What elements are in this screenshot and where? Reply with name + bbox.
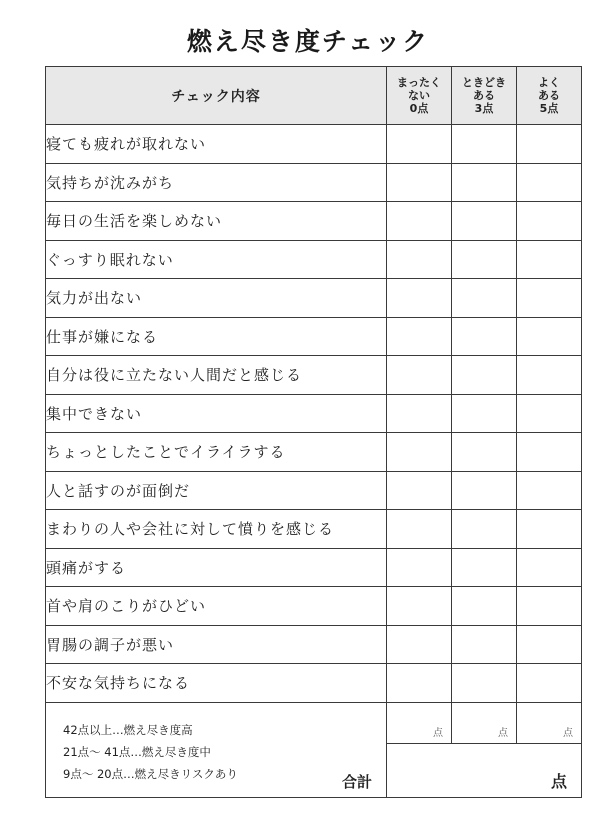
table-row	[46, 279, 582, 318]
legend-risk: 9点～ 20点…燃え尽きリスクあり	[63, 766, 238, 781]
answer-cell-often[interactable]	[517, 163, 582, 202]
check-item-label: 寝ても疲れが取れない	[46, 125, 387, 164]
check-item-label: 胃腸の調子が悪い	[46, 625, 387, 664]
legend-high: 42点以上…燃え尽き度高	[63, 722, 193, 737]
table-row	[46, 664, 582, 703]
answer-cell-sometimes[interactable]	[452, 664, 517, 703]
table-row	[46, 471, 582, 510]
answer-cell-often[interactable]	[517, 394, 582, 433]
table-row	[46, 163, 582, 202]
subtotal-row	[46, 702, 582, 743]
total-label: 合計	[341, 772, 372, 791]
check-item-label: 頭痛がする	[46, 548, 387, 587]
answer-cell-sometimes[interactable]	[452, 394, 517, 433]
table-row	[46, 510, 582, 549]
answer-cell-often[interactable]	[517, 317, 582, 356]
table-row	[46, 433, 582, 472]
answer-cell-sometimes[interactable]	[452, 625, 517, 664]
legend-mid: 21点～ 41点…燃え尽き度中	[63, 744, 211, 759]
table-row	[46, 356, 582, 395]
check-item-label: ちょっとしたことでイライラする	[46, 433, 387, 472]
subtotal-unit: 点	[498, 727, 508, 739]
answer-cell-never[interactable]	[387, 240, 452, 279]
answer-cell-sometimes[interactable]	[452, 163, 517, 202]
check-item-label: 仕事が嫌になる	[46, 317, 387, 356]
check-item-label: 集中できない	[46, 394, 387, 433]
answer-cell-often[interactable]	[517, 664, 582, 703]
check-item-label: まわりの人や会社に対して憤りを感じる	[46, 510, 387, 549]
answer-cell-often[interactable]	[517, 279, 582, 318]
table-row	[46, 202, 582, 241]
subtotal-unit: 点	[563, 727, 573, 739]
answer-cell-sometimes[interactable]	[452, 587, 517, 626]
answer-cell-often[interactable]	[517, 202, 582, 241]
subtotal-sometimes[interactable]	[452, 702, 517, 743]
answer-cell-often[interactable]	[517, 240, 582, 279]
answer-cell-never[interactable]	[387, 587, 452, 626]
page-title: 燃え尽き度チェック	[186, 27, 430, 56]
answer-cell-never[interactable]	[387, 433, 452, 472]
answer-cell-sometimes[interactable]	[452, 279, 517, 318]
answer-cell-never[interactable]	[387, 664, 452, 703]
subtotal-often[interactable]	[517, 702, 582, 743]
answer-cell-never[interactable]	[387, 510, 452, 549]
header-check-content: チェック内容	[46, 67, 387, 125]
table-row	[46, 625, 582, 664]
answer-cell-sometimes[interactable]	[452, 125, 517, 164]
check-item-label: 人と話すのが面倒だ	[46, 471, 387, 510]
check-item-label: 首や肩のこりがひどい	[46, 587, 387, 626]
answer-cell-sometimes[interactable]	[452, 433, 517, 472]
answer-cell-never[interactable]	[387, 471, 452, 510]
check-item-label: 気力が出ない	[46, 279, 387, 318]
answer-cell-often[interactable]	[517, 125, 582, 164]
answer-cell-sometimes[interactable]	[452, 317, 517, 356]
answer-cell-never[interactable]	[387, 548, 452, 587]
answer-cell-sometimes[interactable]	[452, 202, 517, 241]
table-row	[46, 587, 582, 626]
total-unit: 点	[550, 771, 567, 791]
check-item-label: ぐっすり眠れない	[46, 240, 387, 279]
answer-cell-sometimes[interactable]	[452, 471, 517, 510]
answer-cell-often[interactable]	[517, 471, 582, 510]
answer-cell-sometimes[interactable]	[452, 240, 517, 279]
answer-cell-sometimes[interactable]	[452, 510, 517, 549]
answer-cell-often[interactable]	[517, 510, 582, 549]
answer-cell-often[interactable]	[517, 433, 582, 472]
check-item-label: 毎日の生活を楽しめない	[46, 202, 387, 241]
score-legend	[46, 702, 387, 797]
checklist-table	[45, 66, 582, 798]
header-option-never: まったく ない 0点	[387, 67, 452, 125]
table-row	[46, 240, 582, 279]
answer-cell-never[interactable]	[387, 279, 452, 318]
subtotal-never[interactable]	[387, 702, 452, 743]
answer-cell-often[interactable]	[517, 548, 582, 587]
answer-cell-never[interactable]	[387, 356, 452, 395]
answer-cell-never[interactable]	[387, 125, 452, 164]
table-row	[46, 125, 582, 164]
total-score-field[interactable]	[387, 743, 582, 797]
answer-cell-never[interactable]	[387, 394, 452, 433]
check-item-label: 自分は役に立たない人間だと感じる	[46, 356, 387, 395]
subtotal-unit: 点	[433, 727, 443, 739]
answer-cell-sometimes[interactable]	[452, 548, 517, 587]
header-option-sometimes: ときどき ある 3点	[452, 67, 517, 125]
header-option-often: よく ある 5点	[517, 67, 582, 125]
answer-cell-often[interactable]	[517, 587, 582, 626]
answer-cell-often[interactable]	[517, 625, 582, 664]
answer-cell-never[interactable]	[387, 625, 452, 664]
table-row	[46, 394, 582, 433]
answer-cell-never[interactable]	[387, 317, 452, 356]
table-row	[46, 317, 582, 356]
check-item-label: 不安な気持ちになる	[46, 664, 387, 703]
check-item-label: 気持ちが沈みがち	[46, 163, 387, 202]
answer-cell-never[interactable]	[387, 202, 452, 241]
table-row	[46, 548, 582, 587]
answer-cell-often[interactable]	[517, 356, 582, 395]
answer-cell-never[interactable]	[387, 163, 452, 202]
answer-cell-sometimes[interactable]	[452, 356, 517, 395]
header-row	[46, 67, 582, 125]
